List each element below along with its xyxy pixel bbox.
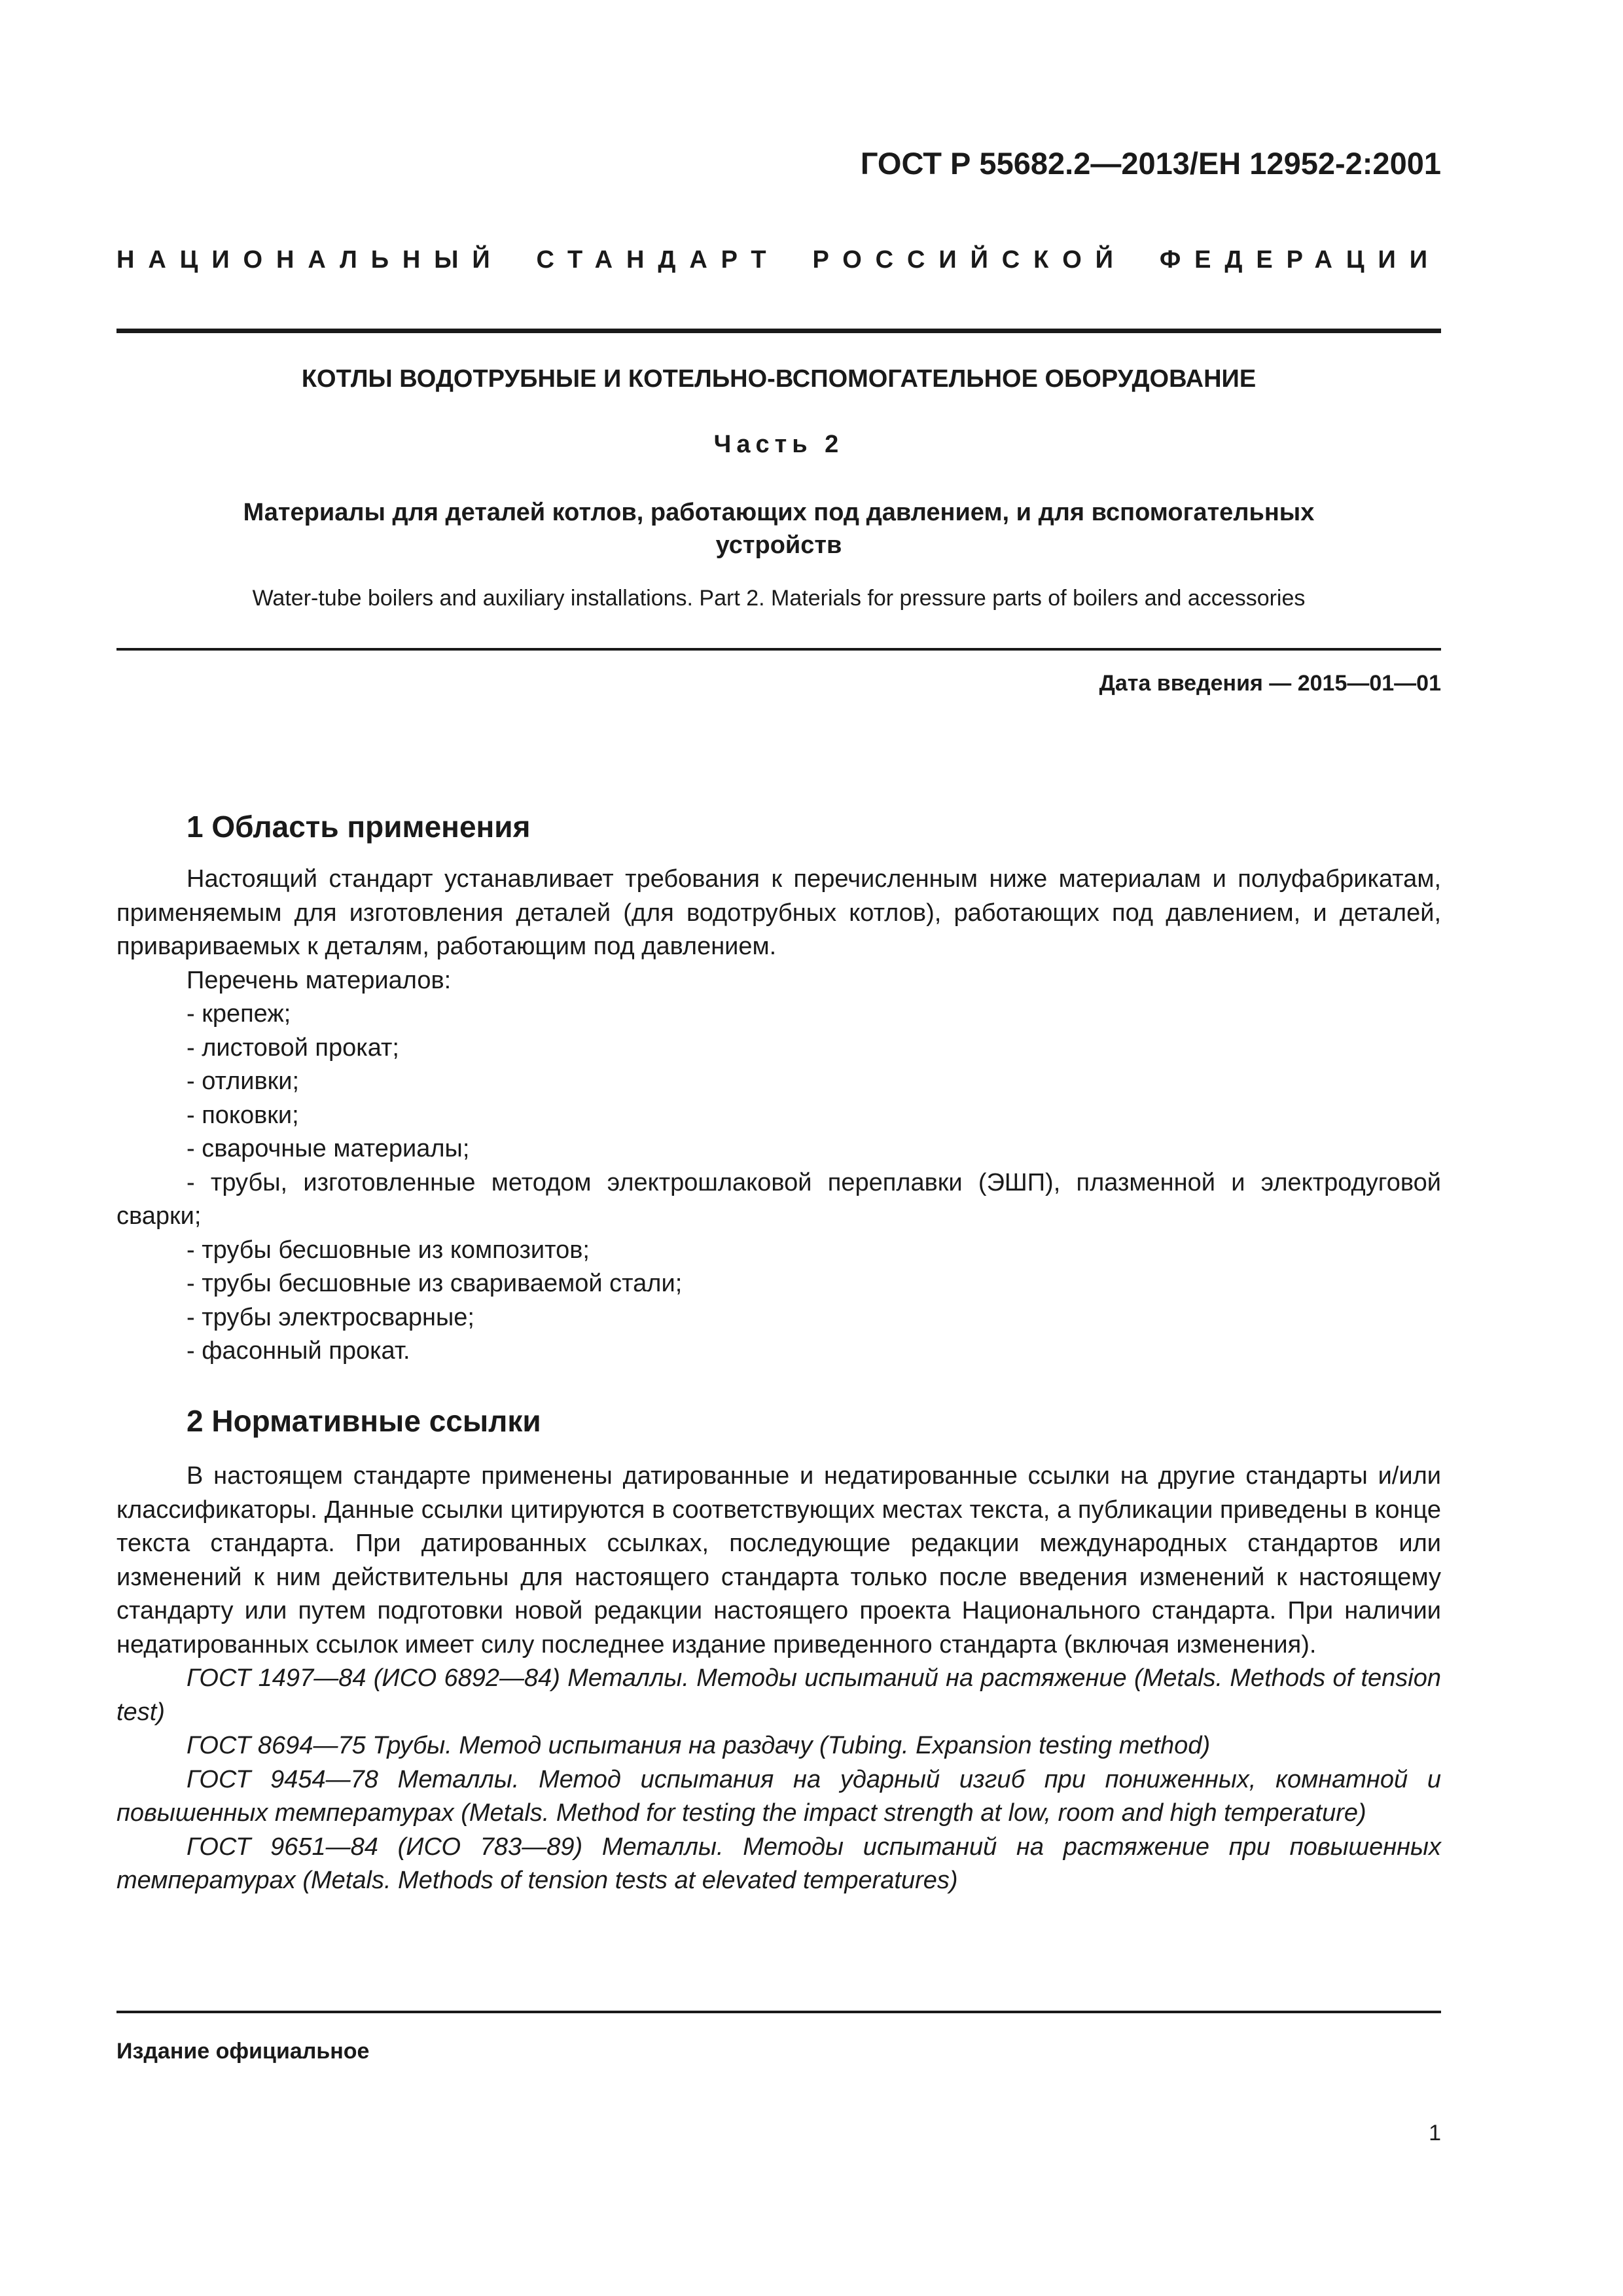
list-item: - фасонный прокат. bbox=[187, 1337, 410, 1365]
standard-subtitle bbox=[116, 496, 1441, 562]
subtitle-line: Материалы для деталей котлов, работающих под давлением, и для вспомогательных bbox=[243, 499, 1315, 526]
section-2-heading: 2 Нормативные ссылки bbox=[187, 1404, 541, 1438]
scope-paragraph: Настоящий стандарт устанавливает требования к перечисленным ниже материалам и полуфабрикатам, применяемым для изготовления деталей (для водотрубных котлов), работающих под давлением, и деталей, привариваемых к деталям, работающим под давлением. bbox=[116, 865, 1441, 960]
reference-item: ГОСТ 1497—84 (ИСО 6892—84) Металлы. Методы испытаний на растяжение (Metals. Methods of tension test) bbox=[116, 1664, 1441, 1726]
official-edition-label: Издание официальное bbox=[116, 2039, 370, 2064]
reference-item: ГОСТ 8694—75 Трубы. Метод испытания на раздачу (Tubing. Expansion testing method) bbox=[187, 1732, 1211, 1759]
subtitle-line: устройств bbox=[715, 531, 842, 559]
banner-word: СТАНДАРТ bbox=[536, 246, 780, 274]
introduction-date: Дата введения — 2015—01—01 bbox=[1099, 671, 1441, 696]
section-2-body bbox=[116, 1460, 1441, 1898]
section-1-body bbox=[116, 863, 1441, 1369]
list-item: - трубы электросварные; bbox=[187, 1303, 474, 1331]
reference-item: ГОСТ 9454—78 Металлы. Метод испытания на ударный изгиб при пониженных, комнатной и повышенных температурах (Metals. Method for testing the impact strength at low, room and high temperature) bbox=[116, 1765, 1441, 1827]
header-divider bbox=[116, 329, 1441, 333]
banner-word: ФЕДЕРАЦИИ bbox=[1159, 246, 1441, 274]
reference-item: ГОСТ 9651—84 (ИСО 783—89) Металлы. Методы испытаний на растяжение при повышенных температурах (Metals. Methods of tension tests at elevated temperatures) bbox=[116, 1833, 1441, 1894]
list-item: - отливки; bbox=[187, 1067, 300, 1095]
list-item: - листовой прокат; bbox=[187, 1033, 399, 1062]
list-item: - трубы бесшовные из композитов; bbox=[187, 1236, 590, 1264]
part-label: Часть 2 bbox=[713, 431, 844, 458]
list-item: - трубы, изготовленные методом электрошлаковой переплавки (ЭШП), плазменной и электродуговой сварки; bbox=[116, 1168, 1441, 1230]
references-paragraph: В настоящем стандарте применены датированные и недатированные ссылки на другие стандарты и/или классификаторы. Данные ссылки цитируются в соответствующих местах текста, а публикации приведены в конце текста стандарта. При датированных ссылках, последующие редакции международных стандартов или изменений к ним действительны для настоящего стандарта только после введения изменений к настоящему стандарту или путем подготовки новой редакции настоящего проекта Национального стандарта. При наличии недатированных ссылок имеет силу последнее издание приведенного стандарта (включая изменения). bbox=[116, 1462, 1441, 1659]
section-1-heading: 1 Область применения bbox=[187, 810, 531, 844]
standard-title: КОТЛЫ ВОДОТРУБНЫЕ И КОТЕЛЬНО-ВСПОМОГАТЕЛЬНОЕ ОБОРУДОВАНИЕ bbox=[301, 365, 1257, 393]
list-item: - крепеж; bbox=[187, 1000, 291, 1028]
banner-word: РОССИЙСКОЙ bbox=[812, 246, 1127, 274]
national-standard-banner bbox=[116, 246, 1441, 274]
document-code: ГОСТ Р 55682.2—2013/ЕН 12952-2:2001 bbox=[860, 146, 1441, 181]
list-item: - сварочные материалы; bbox=[187, 1135, 470, 1162]
page-number: 1 bbox=[1429, 2121, 1441, 2145]
materials-list-title: Перечень материалов: bbox=[187, 966, 452, 994]
list-item: - трубы бесшовные из свариваемой стали; bbox=[187, 1270, 683, 1297]
banner-word: НАЦИОНАЛЬНЫЙ bbox=[116, 246, 504, 274]
list-item: - поковки; bbox=[187, 1101, 299, 1129]
title-divider bbox=[116, 648, 1441, 651]
english-title: Water-tube boilers and auxiliary installations. Part 2. Materials for pressure parts of boilers and accessories bbox=[252, 586, 1306, 611]
footer-divider bbox=[116, 2011, 1441, 2013]
